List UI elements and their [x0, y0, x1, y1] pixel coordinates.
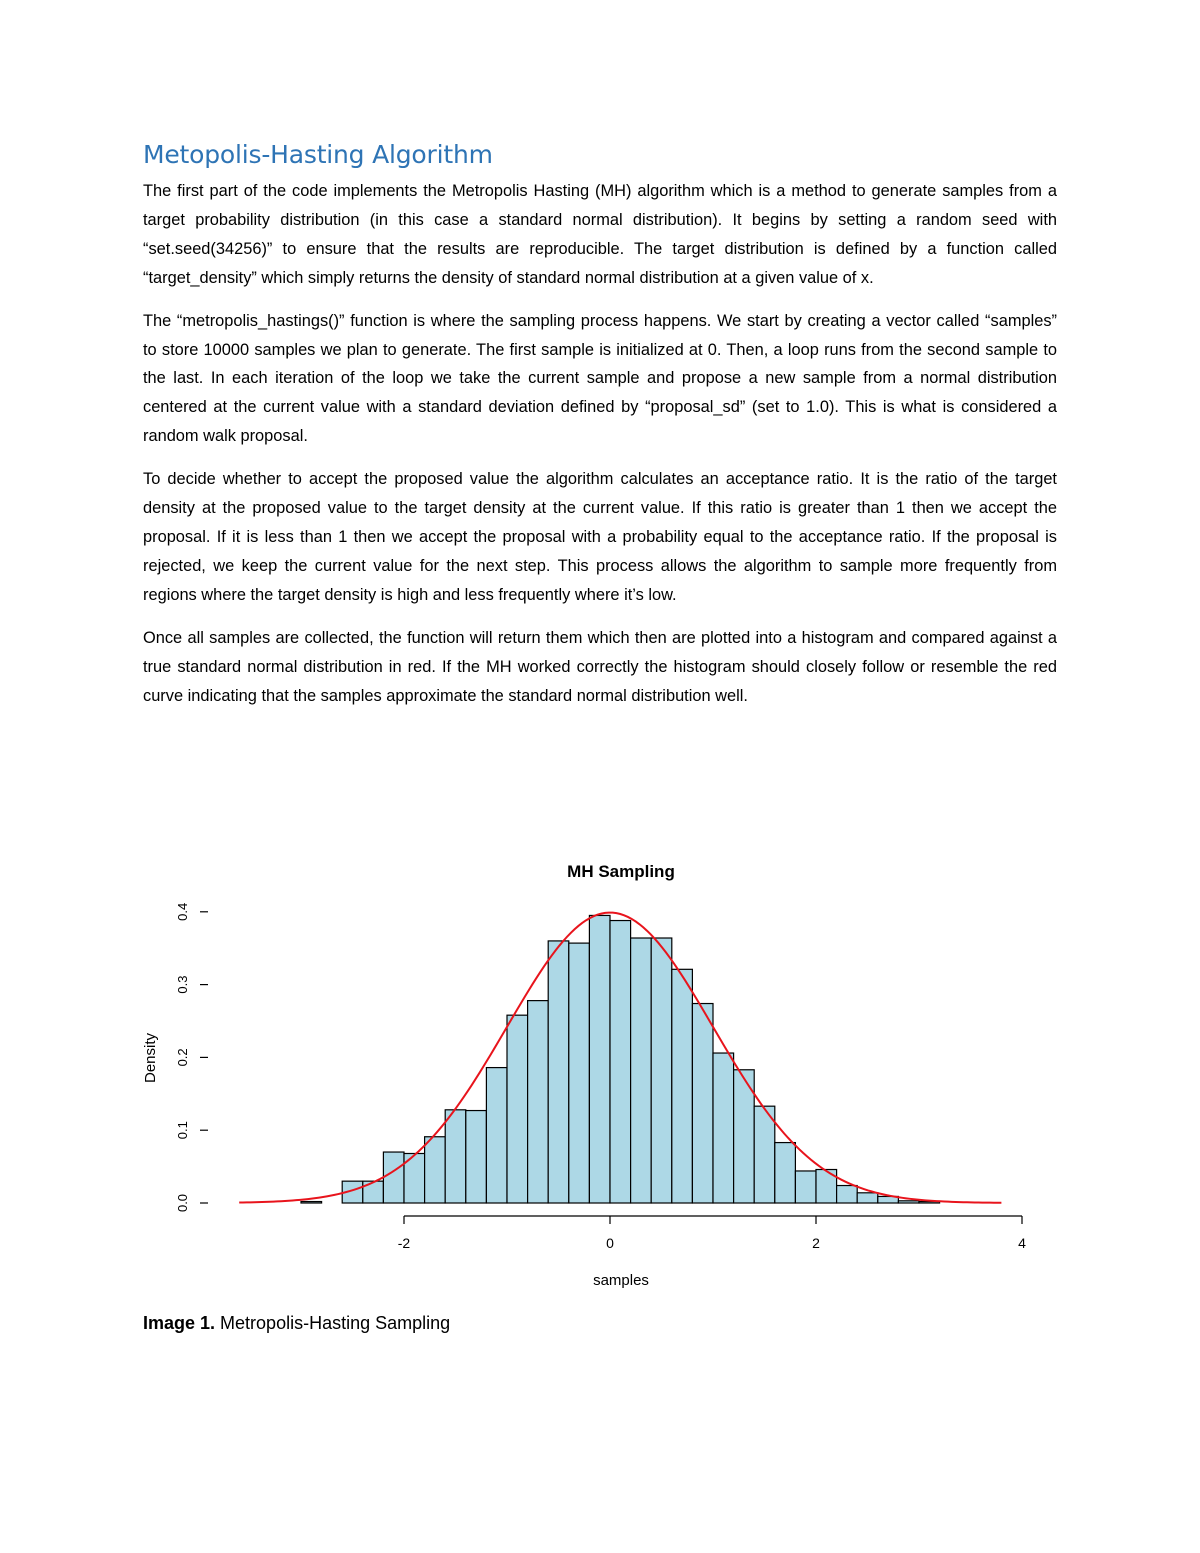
x-tick-label: 0 [606, 1235, 614, 1251]
figure-caption [143, 1313, 450, 1334]
histogram-bar [610, 921, 631, 1203]
histogram-bar [795, 1171, 816, 1203]
histogram-bar [672, 969, 693, 1203]
mh-sampling-chart [130, 850, 1050, 1300]
histogram-bar [692, 1004, 713, 1203]
histogram-bar [754, 1106, 775, 1203]
y-axis-label: Density [142, 1032, 159, 1084]
histogram-bar [548, 941, 569, 1203]
body-text [143, 177, 1057, 724]
x-axis-label: samples [593, 1272, 649, 1289]
x-tick-label: 2 [812, 1235, 820, 1251]
histogram-bar [651, 938, 672, 1203]
histogram-bar [445, 1110, 466, 1203]
x-tick-label: -2 [397, 1235, 411, 1251]
y-tick-label: 0.1 [175, 1121, 190, 1140]
histogram-bar [425, 1137, 446, 1203]
x-axis [398, 1216, 1026, 1251]
x-tick-label: 4 [1018, 1235, 1026, 1251]
chart-title: MH Sampling [567, 862, 675, 881]
histogram-bar [528, 1001, 549, 1203]
paragraph-2: The “metropolis_hastings()” function is where the sampling process happens. We start by creating a vector called “samples” to store 10000 samples we plan to generate. The first sample is initialized at 0. Then, a loop runs from the second sample to the last. In each iteration of the loop we take the current sample and propose a new sample from a normal distribution centered at the current value with a standard deviation defined by “proposal_sd” (set to 1.0). This is what is considered a random walk proposal. [143, 311, 1057, 446]
paragraph-3: To decide whether to accept the proposed value the algorithm calculates an acceptance ratio. It is the ratio of the target density at the proposed value to the target density at the current value. If this ratio is greater than 1 then we accept the proposal. If it is less than 1 then we accept the proposal with a probability equal to the acceptance ratio. If the proposal is rejected, we keep the current value for the next step. This process allows the algorithm to sample more frequently from regions where the target density is high and less frequently where it’s low. [143, 470, 1057, 604]
histogram-bar [486, 1068, 507, 1203]
histogram-bar [301, 1202, 322, 1203]
histogram-bars [301, 915, 940, 1203]
histogram-bar [713, 1053, 734, 1203]
y-tick-label: 0.3 [175, 975, 190, 994]
y-axis [175, 903, 208, 1212]
caption-text: Metropolis-Hasting Sampling [215, 1313, 451, 1333]
histogram-bar [898, 1201, 919, 1203]
section-heading: Metopolis-Hasting Algorithm [143, 140, 493, 169]
histogram-bar [569, 943, 590, 1203]
y-tick-label: 0.0 [175, 1193, 190, 1213]
histogram-bar [507, 1015, 528, 1203]
histogram-bar [837, 1186, 858, 1203]
histogram-bar [775, 1143, 796, 1203]
caption-label: Image 1. [143, 1313, 216, 1333]
histogram-bar [631, 938, 652, 1203]
histogram-bar [857, 1193, 878, 1203]
paragraph-4: Once all samples are collected, the function will return them which then are plotted into a histogram and compared against a true standard normal distribution in red. If the MH worked correctly the histogram should closely follow or resemble the red curve indicating that the samples approximate the standard normal distribution well. [143, 628, 1057, 705]
histogram-bar [383, 1152, 404, 1203]
histogram-bar [466, 1111, 487, 1203]
histogram-bar [589, 915, 610, 1203]
paragraph-1: The first part of the code implements the Metropolis Hasting (MH) algorithm which is a method to generate samples from a target probability distribution (in this case a standard normal distribution). It begins by setting a random seed with “set.seed(34256)” to ensure that the results are reproducible. The target distribution is defined by a function called “target_density” which simply returns the density of standard normal distribution at a given value of x. [143, 182, 1057, 287]
y-tick-label: 0.4 [175, 902, 190, 921]
y-tick-label: 0.2 [175, 1048, 190, 1067]
